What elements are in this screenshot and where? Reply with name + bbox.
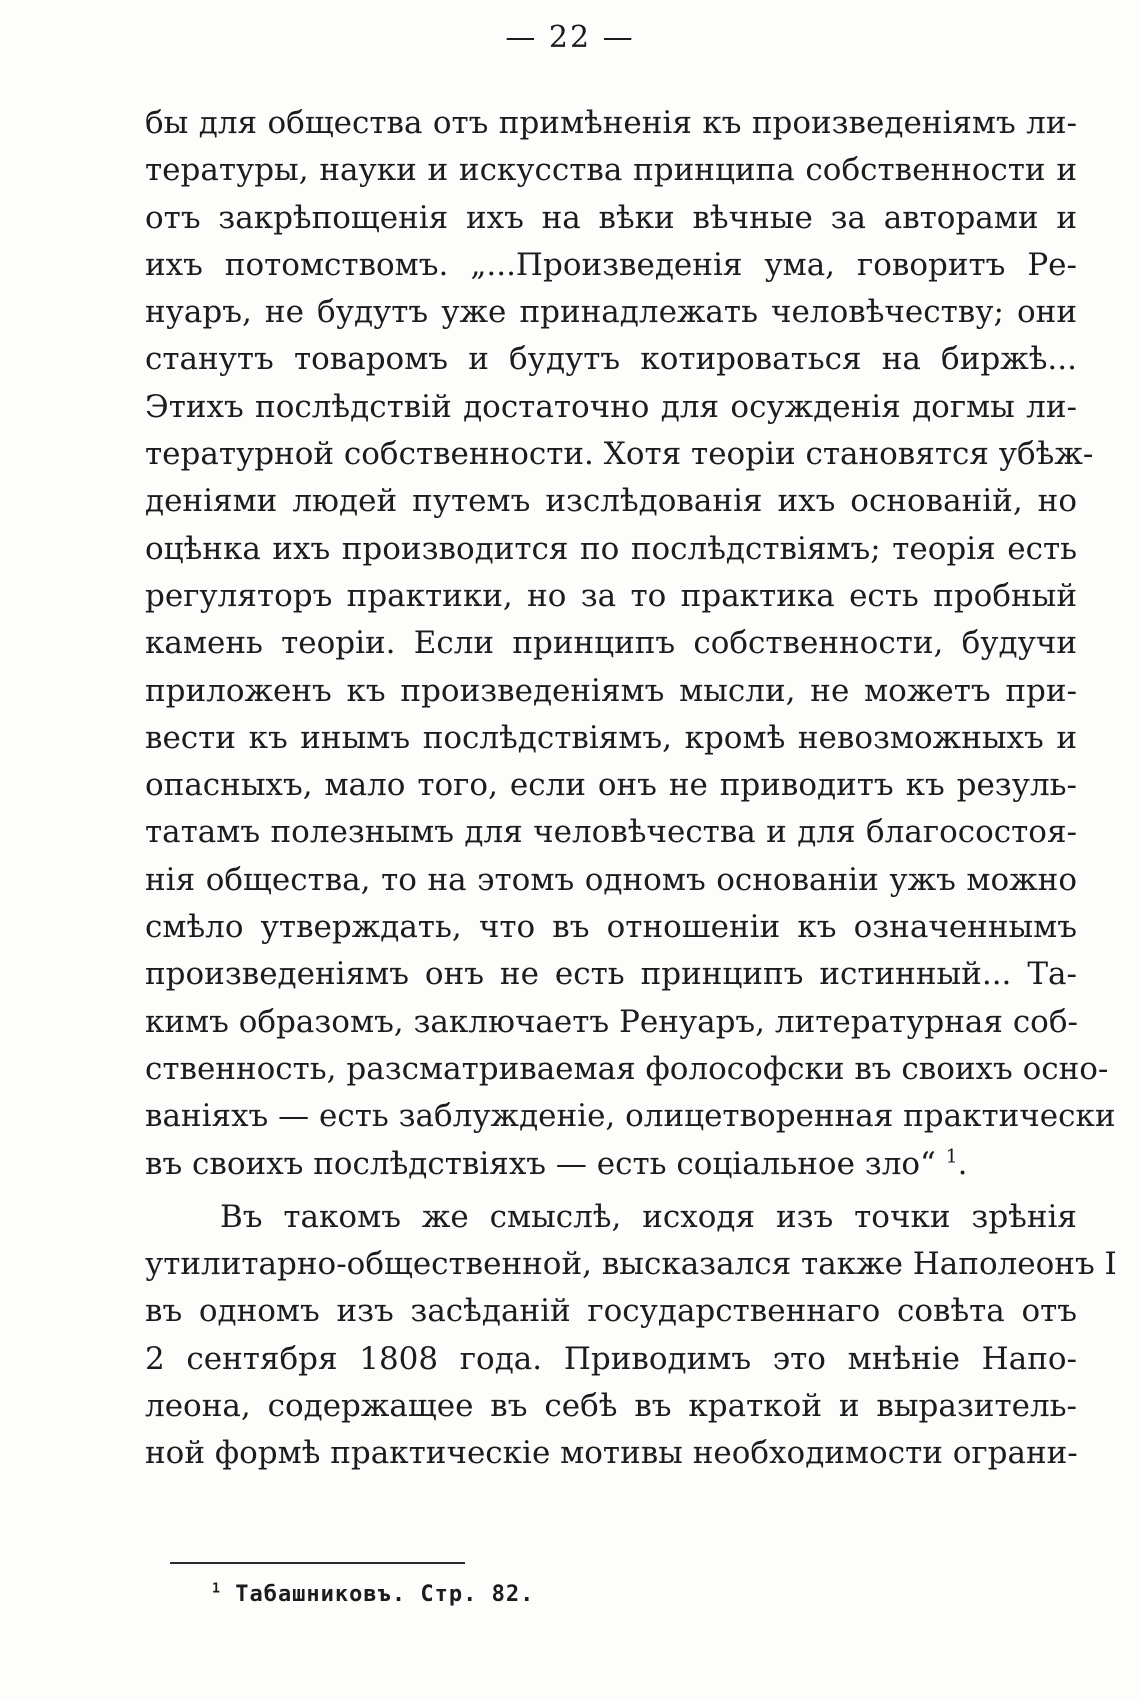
footnote-reference: 1: [945, 1146, 958, 1168]
footnote: [212, 1582, 534, 1607]
text-line: Этихъ послѣдствій достаточно для осужденія догмы ли-: [145, 388, 1077, 425]
text-line: нія общества, то на этомъ одномъ основаніи ужъ можно: [145, 861, 1077, 898]
text-line: регуляторъ практики, но за то практика есть пробный: [145, 577, 1077, 614]
text-line: Въ такомъ же смыслѣ, исходя изъ точки зрѣнія: [220, 1198, 1077, 1235]
text-line: 2 сентября 1808 года. Приводимъ это мнѣніе Напо-: [145, 1340, 1077, 1377]
text-line: оцѣнка ихъ производится по послѣдствіямъ; теорія есть: [145, 530, 1077, 567]
text-line: произведеніямъ онъ не есть принципъ истинный... Та-: [145, 956, 1077, 993]
paragraph-2: [145, 1194, 1117, 1478]
text-line: вести къ инымъ послѣдствіямъ, кромѣ невозможныхъ и: [145, 719, 1077, 756]
page-number: — 22 —: [505, 20, 635, 55]
footnote-marker: 1: [212, 1581, 221, 1597]
footnote-divider: [170, 1562, 465, 1564]
text-line: ной формѣ практическіе мотивы необходимости ограни-: [145, 1435, 1078, 1472]
text-line: опасныхъ, мало того, если онъ не приводитъ къ резуль-: [145, 767, 1077, 804]
paragraph-1-last-line: [145, 1141, 1077, 1188]
text-line: нуаръ, не будутъ уже принадлежать человѣчеству; они: [145, 294, 1077, 331]
last-line-text: въ своихъ послѣдствіяхъ — есть соціальное зло“: [145, 1145, 936, 1182]
text-line: кимъ образомъ, заключаетъ Ренуаръ, литературная соб-: [145, 1003, 1078, 1040]
text-line: въ одномъ изъ засѣданій государственнаго совѣта отъ: [145, 1293, 1077, 1330]
text-line: отъ закрѣпощенія ихъ на вѣки вѣчные за авторами и: [145, 199, 1077, 236]
text-line: татамъ полезнымъ для человѣчества и для благосостоя-: [145, 814, 1077, 851]
text-line: тературной собственности. Хотя теоріи становятся убѣж-: [145, 436, 1094, 473]
text-line: леона, содержащее въ себѣ въ краткой и выразитель-: [145, 1388, 1077, 1425]
text-line: ихъ потомствомъ. „...Произведенія ума, говоритъ Ре-: [145, 246, 1077, 283]
text-line: станутъ товаромъ и будутъ котироваться на биржѣ...: [145, 341, 1077, 378]
text-line: камень теоріи. Если принципъ собственности, будучи: [145, 625, 1077, 662]
text-line: тературы, науки и искусства принципа собственности и: [145, 152, 1077, 189]
text-line: приложенъ къ произведеніямъ мысли, не можетъ при-: [145, 672, 1077, 709]
main-text: [145, 100, 1117, 1478]
text-line: бы для общества отъ примѣненія къ произведеніямъ ли-: [145, 105, 1077, 141]
footnote-text: Табашниковъ. Стр. 82.: [235, 1582, 535, 1607]
text-line: смѣло утверждать, что въ отношеніи къ означеннымъ: [145, 909, 1077, 946]
text-line: ственность, разсматриваемая фолософски въ своихъ осно-: [145, 1050, 1109, 1087]
paragraph-1: [145, 100, 1116, 1141]
text-line: утилитарно-общественной, высказался также Наполеонъ I: [145, 1246, 1117, 1283]
text-line: ваніяхъ — есть заблужденіе, олицетворенная практически: [145, 1098, 1116, 1135]
last-line-end: .: [957, 1145, 968, 1182]
text-line: деніями людей путемъ изслѣдованія ихъ основаній, но: [145, 483, 1077, 520]
